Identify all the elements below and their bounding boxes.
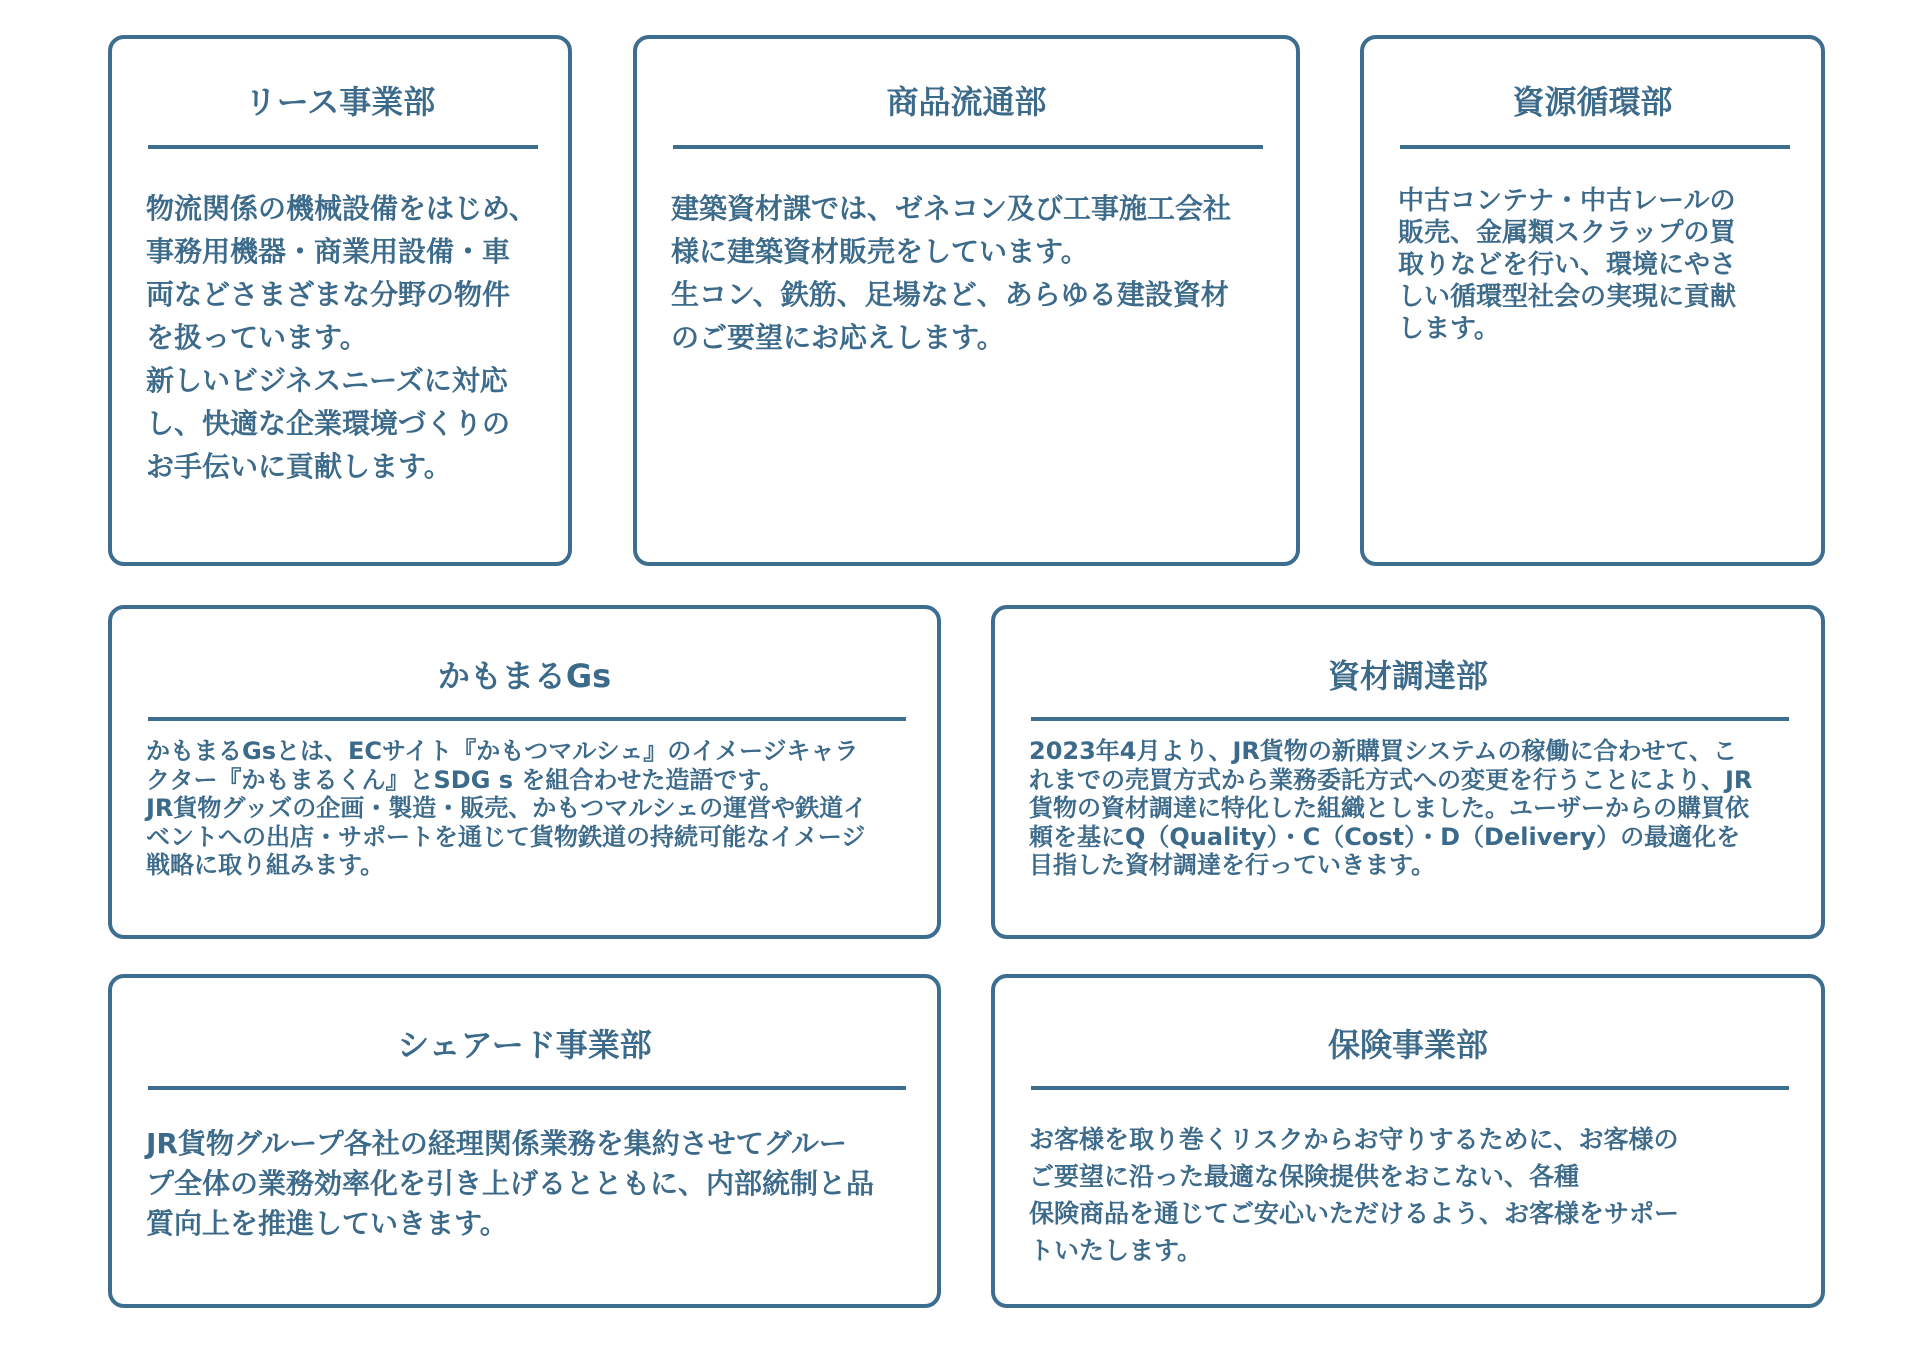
card-description: 2023年4月より、JR貨物の新購買システムの稼働に合わせて、こ れまでの売買方式から業務委託方式への変更を行うことにより、JR 貨物の資材調達に特化した組織としました。ユーザーからの購買依 頼を基にQ（Quality）・C（Cost）・D（Delivery）の最適化を 目指した資材調達を行っていきます。 — [1029, 737, 1753, 879]
card-product-distribution-division — [633, 35, 1300, 566]
card-resource-recycling-division — [1360, 35, 1825, 566]
card-shared-services-division — [108, 974, 941, 1308]
card-insurance-division — [991, 974, 1825, 1308]
card-divider — [148, 1086, 906, 1090]
card-title: 資源循環部 — [1512, 83, 1673, 121]
card-description: 中古コンテナ・中古レールの 販売、金属類スクラップの買 取りなどを行い、環境にやさ しい循環型社会の実現に貢献 します。 — [1398, 186, 1737, 344]
card-title: かもまるGs — [437, 657, 612, 695]
card-kamomaru-gs — [108, 605, 941, 939]
card-divider — [1400, 145, 1790, 149]
card-title: シェアード事業部 — [397, 1026, 652, 1064]
card-description: かもまるGsとは、ECサイト『かもつマルシェ』のイメージキャラ クター『かもまるくん』とSDG s を組合わせた造語です。 JR貨物グッズの企画・製造・販売、かもつマルシェの運営や鉄道イ ベントへの出店・サポートを通じて貨物鉄道の持続可能なイメージ 戦略に取り組みます。 — [146, 737, 868, 879]
card-description: 建築資材課では、ゼネコン及び工事施工会社 様に建築資材販売をしています。 生コン、鉄筋、足場など、あらゆる建設資材 のご要望にお応えします。 — [671, 192, 1232, 354]
card-divider — [148, 145, 538, 149]
card-divider — [1031, 1086, 1789, 1090]
card-lease-division — [108, 35, 572, 566]
card-title: 保険事業部 — [1327, 1026, 1488, 1064]
card-divider — [148, 717, 906, 721]
card-description: 物流関係の機械設備をはじめ、 事務用機器・商業用設備・車 両などさまざまな分野の物件 を扱っています。 新しいビジネスニーズに対応 し、快適な企業環境づくりの お手伝いに貢献します。 — [146, 192, 537, 483]
card-title: リース事業部 — [244, 83, 436, 121]
card-title: 商品流通部 — [886, 83, 1047, 121]
card-description: JR貨物グループ各社の経理関係業務を集約させてグルー プ全体の業務効率化を引き上げるとともに、内部統制と品 質向上を推進していきます。 — [146, 1127, 875, 1240]
card-materials-procurement-division — [991, 605, 1825, 939]
card-title: 資材調達部 — [1327, 657, 1488, 695]
card-divider — [673, 145, 1263, 149]
card-description: お客様を取り巻くリスクからお守りするために、お客様の ご要望に沿った最適な保険提供をおこない、各種 保険商品を通じてご安心いただけるよう、お客様をサポー トいたします。 — [1029, 1125, 1680, 1265]
card-divider — [1031, 717, 1789, 721]
